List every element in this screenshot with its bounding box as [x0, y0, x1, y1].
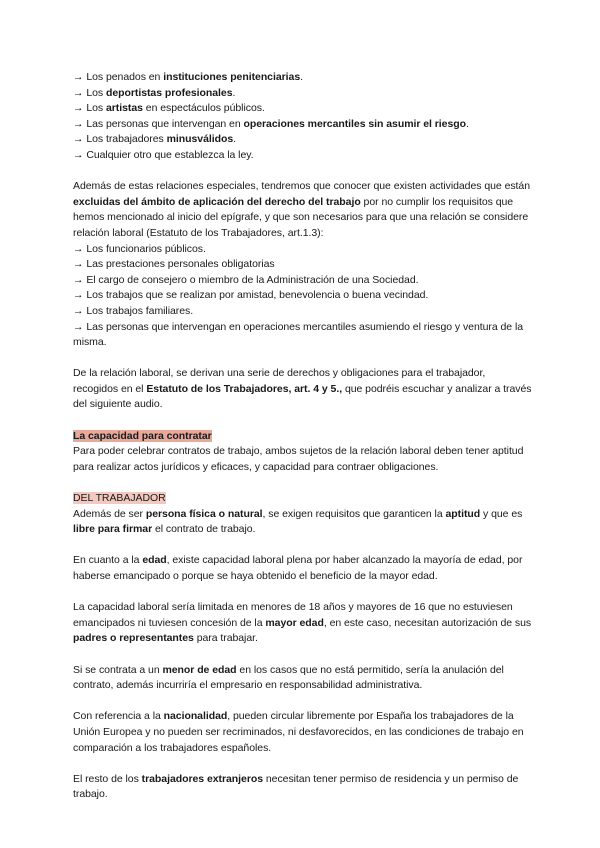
list-item: → Los trabajadores minusválidos. [73, 133, 236, 146]
capacity-paragraph: Para poder celebrar contratos de trabajo, ambos sujetos de la relación laboral deben tener aptitud para realizar actos jurídicos y eficaces, y capacidad para contraer obligaciones. [73, 445, 524, 473]
list-item: → Cualquier otro que establezca la ley. [73, 148, 254, 161]
list-item: → Los trabajos que se realizan por amistad, benevolencia o buena vecindad. [73, 289, 429, 302]
section-heading-trabajador: DEL TRABAJADOR [73, 492, 166, 505]
list-item: → Los penados en instituciones penitenciarias. [73, 71, 303, 83]
limited-capacity-paragraph: La capacidad laboral sería limitada en menores de 18 años y mayores de 16 que no estuviesen emancipados ni tuviesen concesión de la mayor edad, en este caso, necesitan autorización de sus padres o representantes para trabajar. [73, 601, 532, 645]
list-item: → Las personas que intervengan en operaciones mercantiles sin asumir el riesgo. [73, 117, 469, 130]
age-paragraph: En cuanto a la edad, existe capacidad laboral plena por haber alcanzado la mayoría de edad, por haberse emancipado o porque se haya obtenido el beneficio de la mayor edad. [73, 554, 523, 582]
list-item: → Las prestaciones personales obligatorias [73, 258, 275, 271]
minor-contract-paragraph: Si se contrata a un menor de edad en los casos que no está permitido, sería la anulación del contrato, además incurriría el empresario en responsabilidad administrativa. [73, 663, 504, 692]
list-item: → Los artistas en espectáculos públicos. [73, 102, 265, 115]
special-relations-list [73, 70, 533, 164]
worker-section [73, 491, 533, 538]
foreign-workers-paragraph: El resto de los trabajadores extranjeros necesitan tener permiso de residencia y un permiso de trabajo. [73, 772, 519, 801]
nationality-paragraph: Con referencia a la nacionalidad, pueden circular libremente por España los trabajadores de la Unión Europea y no pueden ser recriminados, ni desfavorecidos, en las condiciones de trabajo en comparación a los trabajadores españoles. [73, 710, 524, 754]
rights-obligations-paragraph: De la relación laboral, se derivan una serie de derechos y obligaciones para el trabajador, recogidos en el Estatuto de los Trabajadores, art. 4 y 5., que podréis escuchar y analizar a través del siguiente audio. [73, 367, 532, 411]
document-body [73, 70, 533, 803]
section-heading-capacidad: La capacidad para contratar [73, 429, 212, 442]
capacity-section [73, 429, 533, 476]
list-item: → El cargo de consejero o miembro de la Administración de una Sociedad. [73, 273, 419, 286]
list-item: → Los funcionarios públicos. [73, 242, 206, 255]
list-item: → Los trabajos familiares. [73, 304, 194, 317]
list-item: → Las personas que intervengan en operaciones mercantiles asumiendo el riesgo y ventura de la misma. [73, 320, 524, 349]
worker-requirements-paragraph: Además de ser persona física o natural, se exigen requisitos que garanticen la aptitud y que es libre para firmar el contrato de trabajo. [73, 507, 523, 536]
list-item: → Los deportistas profesionales. [73, 86, 236, 99]
excluded-intro-paragraph: Además de estas relaciones especiales, tendremos que conocer que existen actividades que están excluidas del ámbito de aplicación del derecho del trabajo por no cumplir los requisitos que hemos mencionado al inicio del epígrafe, y que son necesarios para que una relación se considere relación laboral (Estatuto de los Trabajadores, art.1.3): [73, 180, 530, 239]
excluded-activities-section [73, 179, 533, 351]
